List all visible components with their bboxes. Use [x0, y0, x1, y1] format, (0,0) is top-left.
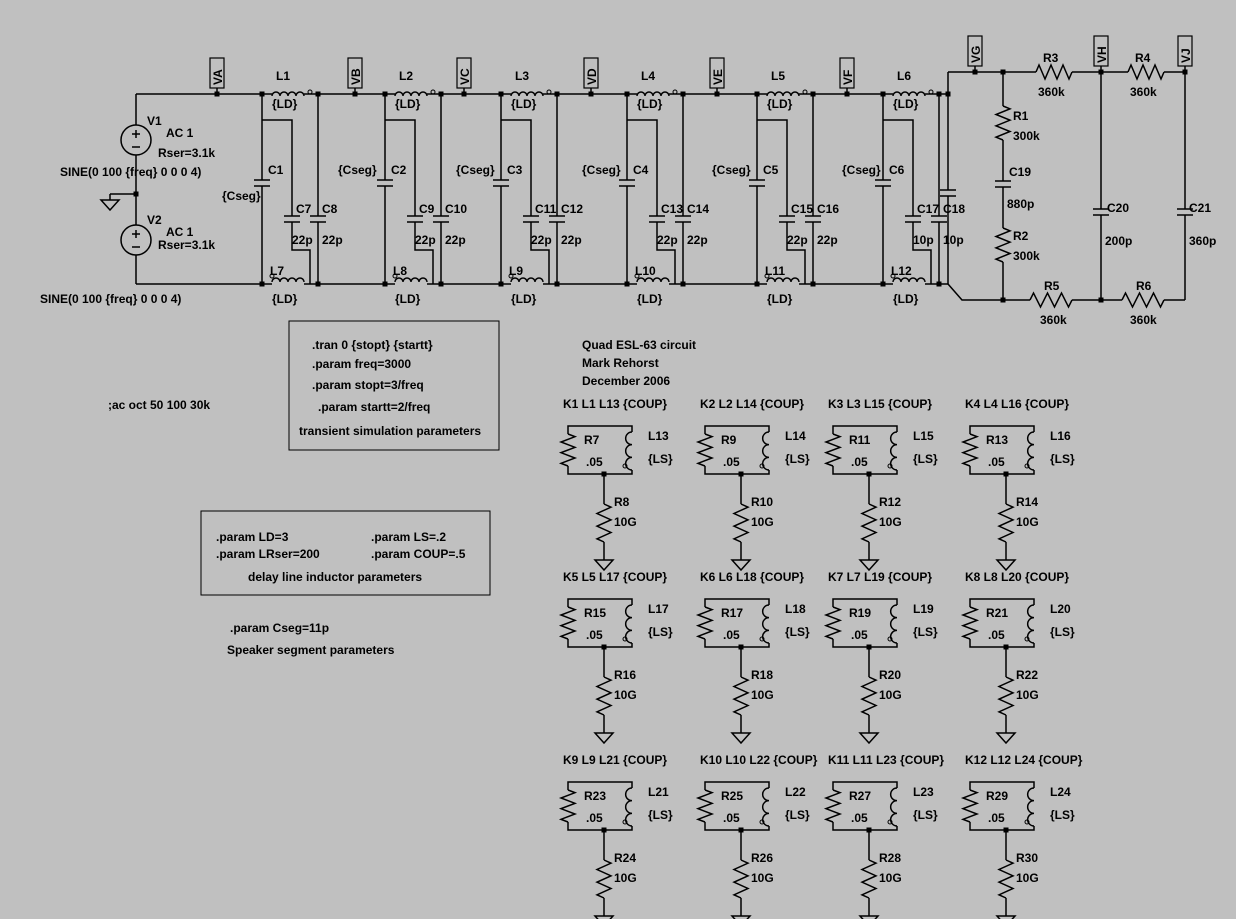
spice-directive: .param startt=2/freq — [318, 400, 431, 414]
cap-name: C7 — [296, 202, 312, 216]
resistor-name: R10 — [751, 495, 774, 509]
title-line: December 2006 — [582, 374, 671, 388]
resistor-ground — [999, 504, 1013, 542]
inductor-name: L9 — [509, 264, 524, 278]
inductor-name: L7 — [270, 264, 285, 278]
net-label: VF — [841, 69, 855, 85]
source-ac: AC 1 — [166, 225, 194, 239]
spice-directive: .param stopt=3/freq — [312, 378, 424, 392]
spice-directive: .param LD=3 — [216, 530, 289, 544]
inductor-name: L6 — [897, 69, 912, 83]
resistor-damp — [826, 434, 840, 466]
inductor-name: L10 — [635, 264, 656, 278]
resistor-name: R20 — [879, 668, 902, 682]
cap-name: C20 — [1107, 201, 1130, 215]
cap-name: C4 — [633, 163, 649, 177]
resistor-R1 — [996, 106, 1010, 140]
resistor-value: 10G — [751, 515, 774, 529]
cap-name: C14 — [687, 202, 710, 216]
wire — [531, 222, 549, 284]
coupling-directive: K12 L12 L24 {COUP} — [965, 753, 1083, 767]
ac-directive: ;ac oct 50 100 30k — [108, 398, 211, 412]
cseg-label: {Cseg} — [222, 189, 261, 203]
ground-symbol — [860, 560, 878, 570]
cap-value: 22p — [531, 233, 552, 247]
resistor-ground — [597, 860, 611, 898]
resistor-name: R29 — [986, 789, 1009, 803]
resistor-value: 300k — [1013, 129, 1040, 143]
cseg-label: {Cseg} — [338, 163, 377, 177]
ground-symbol — [860, 733, 878, 743]
resistor-damp — [698, 607, 712, 639]
resistor-name: R21 — [986, 606, 1009, 620]
net-label: VC — [458, 68, 472, 85]
inductor-value: {LS} — [648, 625, 673, 639]
resistor-damp — [698, 790, 712, 822]
resistor-damp — [963, 790, 977, 822]
net-label: VE — [711, 68, 725, 85]
coupling-directive: K4 L4 L16 {COUP} — [965, 397, 1070, 411]
cap-name: C3 — [507, 163, 523, 177]
cseg-label: {Cseg} — [842, 163, 881, 177]
voltage-source — [121, 225, 151, 255]
wire — [869, 782, 897, 788]
inductor-name: L24 — [1050, 785, 1071, 799]
resistor-name: R12 — [879, 495, 902, 509]
inductor-bottom — [395, 278, 427, 282]
wire — [1006, 599, 1034, 605]
resistor-value: 10G — [1016, 871, 1039, 885]
resistor-name: R28 — [879, 851, 902, 865]
box-caption: delay line inductor parameters — [248, 570, 423, 584]
resistor-value: .05 — [723, 628, 740, 642]
cap-value: 10p — [943, 233, 964, 247]
net-label: VB — [349, 68, 363, 85]
resistor-name: R11 — [849, 433, 871, 447]
resistor-damp — [826, 790, 840, 822]
inductor-top — [767, 92, 799, 96]
inductor-value: {LS} — [648, 808, 673, 822]
inductor-value: {LS} — [913, 452, 938, 466]
net-label: VH — [1095, 46, 1109, 63]
inductor-name: L15 — [913, 429, 934, 443]
resistor-ground — [999, 677, 1013, 715]
resistor-value: .05 — [851, 628, 868, 642]
inductor-name: L12 — [891, 264, 912, 278]
inductor-name: L16 — [1050, 429, 1071, 443]
inductor-name: L13 — [648, 429, 669, 443]
resistor-name: R14 — [1016, 495, 1039, 509]
resistor-value: 10G — [614, 871, 637, 885]
inductor-name: L21 — [648, 785, 669, 799]
wire — [741, 782, 769, 788]
inductor-top — [637, 92, 669, 96]
resistor-value: .05 — [723, 455, 740, 469]
source-function: SINE(0 100 {freq} 0 0 0 4) — [60, 165, 202, 179]
resistor-name: R27 — [849, 789, 872, 803]
inductor-name: L20 — [1050, 602, 1071, 616]
cap-name: C21 — [1189, 201, 1212, 215]
inductor-value: {LD} — [637, 292, 663, 306]
cseg-label: {Cseg} — [456, 163, 495, 177]
coupling-directive: K6 L6 L18 {COUP} — [700, 570, 805, 584]
resistor-ground — [734, 677, 748, 715]
coupling-directive: K3 L3 L15 {COUP} — [828, 397, 933, 411]
inductor-name: L5 — [771, 69, 786, 83]
resistor-damp — [561, 790, 575, 822]
resistor-name: R17 — [721, 606, 744, 620]
inductor-value: {LS} — [1050, 808, 1075, 822]
resistor-name: R8 — [614, 495, 630, 509]
resistor-value: 10G — [879, 871, 902, 885]
cap-value: 10p — [913, 233, 934, 247]
cap-value: 200p — [1105, 234, 1133, 248]
inductor-value: {LD} — [893, 97, 919, 111]
inductor-name: L4 — [641, 69, 656, 83]
resistor-name: R19 — [849, 606, 872, 620]
cap-name: C19 — [1009, 165, 1032, 179]
cap-value: 22p — [292, 233, 313, 247]
junction-dot — [215, 92, 220, 97]
resistor-value: 360k — [1130, 85, 1157, 99]
wire — [657, 222, 675, 284]
inductor-value: {LD} — [272, 292, 298, 306]
wire — [741, 426, 769, 432]
wire — [787, 222, 805, 284]
resistor-ground — [597, 677, 611, 715]
resistor-R3 — [1036, 65, 1072, 79]
cap-name: C15 — [791, 202, 814, 216]
cap-name: C13 — [661, 202, 684, 216]
resistor-name: R15 — [584, 606, 607, 620]
ground-symbol — [595, 733, 613, 743]
resistor-name: R6 — [1136, 279, 1152, 293]
inductor-value: {LD} — [767, 292, 793, 306]
cap-value: 360p — [1189, 234, 1217, 248]
resistor-name: R3 — [1043, 51, 1059, 65]
resistor-name: R9 — [721, 433, 737, 447]
resistor-value: 10G — [751, 871, 774, 885]
inductor-bottom — [272, 278, 304, 282]
wire — [604, 426, 632, 432]
coupling-directive: K8 L8 L20 {COUP} — [965, 570, 1070, 584]
net-label: VA — [211, 69, 225, 85]
cseg-label: {Cseg} — [712, 163, 751, 177]
resistor-ground — [862, 677, 876, 715]
inductor-name: L8 — [393, 264, 408, 278]
resistor-value: 10G — [614, 688, 637, 702]
spice-directive: .param LRser=200 — [216, 547, 320, 561]
resistor-value: 300k — [1013, 249, 1040, 263]
inductor-name: L22 — [785, 785, 806, 799]
inductor-value: {LD} — [893, 292, 919, 306]
inductor-value: {LD} — [511, 97, 537, 111]
cap-name: C12 — [561, 202, 584, 216]
cap-name: C8 — [322, 202, 338, 216]
cap-name: C17 — [917, 202, 940, 216]
resistor-value: .05 — [988, 455, 1005, 469]
resistor-damp — [963, 434, 977, 466]
resistor-name: R2 — [1013, 229, 1029, 243]
inductor-top — [511, 92, 543, 96]
labels — [40, 46, 1216, 885]
wire — [869, 426, 897, 432]
resistor-ground — [862, 860, 876, 898]
resistor-damp — [698, 434, 712, 466]
resistor-damp — [561, 607, 575, 639]
cap-value: 22p — [322, 233, 343, 247]
wire — [913, 222, 931, 284]
ground-symbol — [101, 200, 119, 210]
inductor-bottom — [767, 278, 799, 282]
inductor-value: {LD} — [395, 97, 421, 111]
resistor-value: .05 — [586, 455, 603, 469]
source-name: V1 — [147, 114, 162, 128]
coupling-directive: K11 L11 L23 {COUP} — [828, 753, 945, 767]
resistor-value: .05 — [723, 811, 740, 825]
inductor-bottom — [511, 278, 543, 282]
wire — [604, 782, 632, 788]
inductor-top — [272, 92, 304, 96]
resistor-value: 10G — [751, 688, 774, 702]
resistor-name: R1 — [1013, 109, 1029, 123]
resistor-value: .05 — [988, 628, 1005, 642]
cap-value: 22p — [415, 233, 436, 247]
inductor-name: L17 — [648, 602, 669, 616]
cap-value: 22p — [687, 233, 708, 247]
inductor-bottom — [637, 278, 669, 282]
resistor-ground — [999, 860, 1013, 898]
resistor-name: R25 — [721, 789, 744, 803]
resistor-value: 360k — [1038, 85, 1065, 99]
resistor-name: R24 — [614, 851, 637, 865]
resistor-R4 — [1128, 65, 1164, 79]
resistor-value: 10G — [1016, 515, 1039, 529]
resistor-ground — [597, 504, 611, 542]
wire — [604, 599, 632, 605]
cap-name: C10 — [445, 202, 468, 216]
wire — [948, 284, 1003, 300]
inductor-top — [893, 92, 925, 96]
cap-name: C5 — [763, 163, 779, 177]
resistor-value: 360k — [1130, 313, 1157, 327]
inductor-name: L18 — [785, 602, 806, 616]
resistor-ground — [862, 504, 876, 542]
box-caption: transient simulation parameters — [299, 424, 482, 438]
cap-name: C18 — [943, 202, 966, 216]
cap-value: 22p — [817, 233, 838, 247]
inductor-name: L14 — [785, 429, 806, 443]
box-caption: Speaker segment parameters — [227, 643, 395, 657]
resistor-value: .05 — [851, 811, 868, 825]
resistor-name: R23 — [584, 789, 607, 803]
resistor-value: 10G — [614, 515, 637, 529]
spice-directive: .param freq=3000 — [312, 357, 412, 371]
cap-name: C6 — [889, 163, 905, 177]
resistor-name: R30 — [1016, 851, 1039, 865]
wire — [1006, 426, 1034, 432]
resistor-R2 — [996, 228, 1010, 262]
source-rser: Rser=3.1k — [158, 238, 216, 252]
spice-directive: .tran 0 {stopt} {startt} — [312, 338, 433, 352]
net-label: VG — [969, 45, 983, 63]
resistor-name: R26 — [751, 851, 774, 865]
cap-name: C9 — [419, 202, 435, 216]
resistor-R6 — [1122, 293, 1164, 307]
wire — [869, 599, 897, 605]
title-line: Quad ESL-63 circuit — [582, 338, 697, 352]
ground-symbol — [732, 733, 750, 743]
resistor-damp — [826, 607, 840, 639]
inductor-value: {LS} — [913, 625, 938, 639]
resistor-value: .05 — [586, 811, 603, 825]
wire — [741, 599, 769, 605]
inductor-name: L3 — [515, 69, 530, 83]
net-label: VD — [585, 68, 599, 85]
inductor-value: {LD} — [767, 97, 793, 111]
spice-directive: .param Cseg=11p — [230, 621, 330, 635]
inductor-value: {LS} — [1050, 625, 1075, 639]
title-line: Mark Rehorst — [582, 356, 659, 370]
spice-directive: .param LS=.2 — [371, 530, 447, 544]
inductor-value: {LS} — [785, 625, 810, 639]
resistor-value: .05 — [988, 811, 1005, 825]
inductor-value: {LD} — [637, 97, 663, 111]
ground-symbol — [997, 733, 1015, 743]
wire — [1006, 782, 1034, 788]
inductor-value: {LD} — [395, 292, 421, 306]
source-rser: Rser=3.1k — [158, 146, 216, 160]
inductor-value: {LS} — [913, 808, 938, 822]
resistor-ground — [734, 504, 748, 542]
coupling-directive: K2 L2 L14 {COUP} — [700, 397, 805, 411]
resistor-value: 10G — [1016, 688, 1039, 702]
spice-directive: .param COUP=.5 — [371, 547, 466, 561]
resistor-name: R18 — [751, 668, 774, 682]
cap-name: C1 — [268, 163, 284, 177]
resistor-value: 10G — [879, 688, 902, 702]
net-label: VJ — [1179, 48, 1193, 63]
cap-name: C16 — [817, 202, 840, 216]
resistor-name: R22 — [1016, 668, 1039, 682]
resistor-ground — [734, 860, 748, 898]
inductor-name: L1 — [276, 69, 291, 83]
coupling-directive: K10 L10 L22 {COUP} — [700, 753, 818, 767]
inductor-value: {LS} — [785, 452, 810, 466]
inductor-value: {LD} — [272, 97, 298, 111]
wire — [292, 222, 310, 284]
resistor-name: R4 — [1135, 51, 1151, 65]
inductor-top — [395, 92, 427, 96]
source-ac: AC 1 — [166, 126, 194, 140]
ground-symbol — [997, 560, 1015, 570]
cap-value: 22p — [657, 233, 678, 247]
inductor-value: {LS} — [785, 808, 810, 822]
ground-symbol — [732, 560, 750, 570]
coupling-directive: K9 L9 L21 {COUP} — [563, 753, 668, 767]
resistor-value: .05 — [851, 455, 868, 469]
cap-name: C11 — [535, 202, 557, 216]
inductor-value: {LD} — [511, 292, 537, 306]
wire — [415, 222, 433, 284]
cap-value: 22p — [787, 233, 808, 247]
coupling-directive: K7 L7 L19 {COUP} — [828, 570, 933, 584]
resistor-R5 — [1030, 293, 1072, 307]
inductor-name: L23 — [913, 785, 934, 799]
cseg-label: {Cseg} — [582, 163, 621, 177]
voltage-source — [121, 125, 151, 155]
inductor-name: L19 — [913, 602, 934, 616]
cap-value: 22p — [561, 233, 582, 247]
inductor-bottom — [893, 278, 925, 282]
inductor-value: {LS} — [1050, 452, 1075, 466]
resistor-name: R16 — [614, 668, 637, 682]
ground-symbol — [595, 560, 613, 570]
resistor-name: R7 — [584, 433, 600, 447]
resistor-damp — [963, 607, 977, 639]
cap-value: 880p — [1007, 197, 1035, 211]
inductor-name: L2 — [399, 69, 414, 83]
inductor-value: {LS} — [648, 452, 673, 466]
inductor-name: L11 — [765, 264, 786, 278]
source-function: SINE(0 100 {freq} 0 0 0 4) — [40, 292, 182, 306]
resistor-value: 10G — [879, 515, 902, 529]
resistor-damp — [561, 434, 575, 466]
cap-value: 22p — [445, 233, 466, 247]
resistor-name: R5 — [1044, 279, 1060, 293]
source-name: V2 — [147, 213, 162, 227]
cap-name: C2 — [391, 163, 407, 177]
coupling-directive: K1 L1 L13 {COUP} — [563, 397, 668, 411]
coupling-directive: K5 L5 L17 {COUP} — [563, 570, 668, 584]
resistor-value: 360k — [1040, 313, 1067, 327]
resistor-value: .05 — [586, 628, 603, 642]
resistor-name: R13 — [986, 433, 1009, 447]
